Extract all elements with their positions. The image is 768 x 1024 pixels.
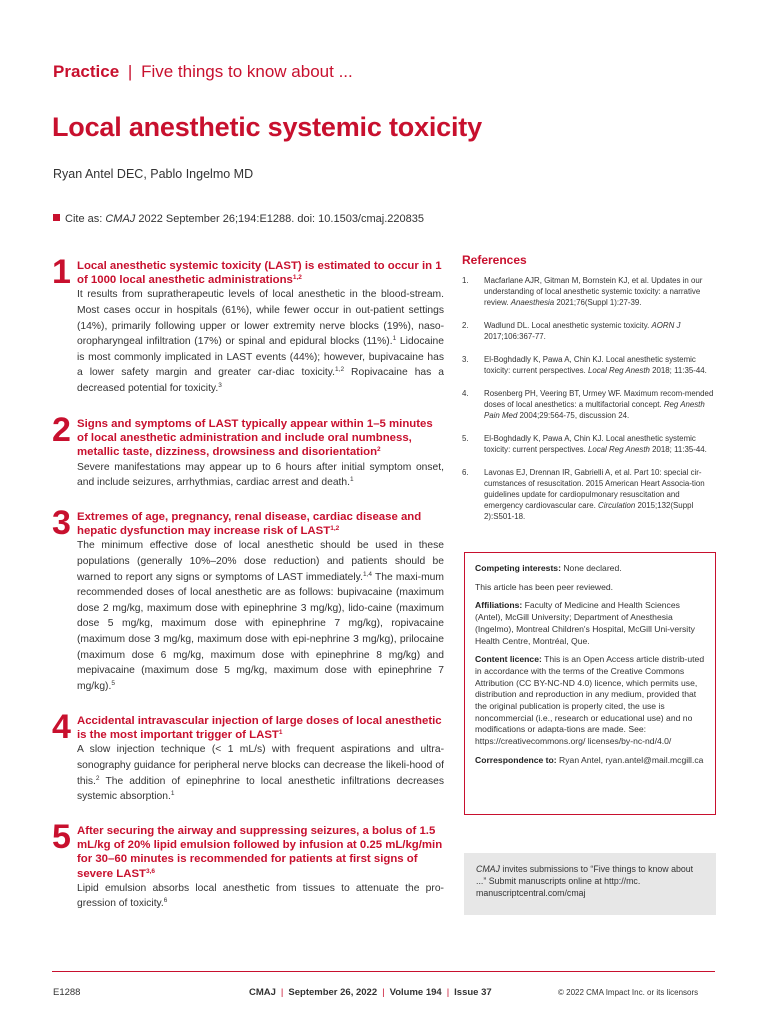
item-number: 2 xyxy=(52,411,71,449)
item-heading: Extremes of age, pregnancy, renal disease, cardiac disease and hepatic dysfunction may increase risk of LAST$^{1,2}$ xyxy=(77,511,422,538)
content-licence: Content licence: This is an Open Access article distrib-uted in accordance with the terms of the Creative Commons Attribution (CC BY-NC-ND 4.0) licence, which permits use, distribution and reproduction in any medium, provided that the original publication is properly cited, the use is noncommercial (i.e., research or educational use) and no modifications or adapta-tions are made. See: https://creativecommons.org/ licenses/by-nc-nd/4.0/ xyxy=(475,654,705,747)
correspondence: Correspondence to: Ryan Antel, ryan.antel@mail.mcgill.ca xyxy=(475,754,704,765)
item-body: The minimum effective dose of local anesthetic should be used in these populations (generally 10%–20% dose reduction) and patients should be warned to report any signs or symptoms of LAST immediately.$^{1,4}$ The maxi-mum recommended doses of local anesthetic are as follows: bupivacaine (maximum dose 2 mg/kg, maximum dose with epinephrine 3 mg/kg), lido-caine (maximum dose 5 mg/kg, maximum dose with epinephrine 7 mg/kg), ropivacaine (maximum dose 3 mg/kg, maximum dose with epi-nephrine 3 mg/kg), prilocaine (maximum dose 6 mg/kg, maximum dose with epinephrine 8 mg/kg) and mepivacaine (maximum dose 5 mg/kg, maximum dose with epinephrine 7 mg/kg).$^5$ xyxy=(77,540,444,692)
references xyxy=(462,253,718,534)
authors: Ryan Antel DEC, Pablo Ingelmo MD xyxy=(53,167,254,181)
section-label: Practice xyxy=(53,62,120,81)
affiliations: Affiliations: Faculty of Medicine and Health Sciences (Antel), McGill University; Department of Anesthesia (Ingelmo), Montreal Children's Hospital, McGill Uni-versity Health Centre, Montréal, Que. xyxy=(475,600,695,646)
citation-superscript: 1 xyxy=(392,335,397,343)
section-header xyxy=(53,62,353,82)
citation-superscript: 5 xyxy=(111,679,115,687)
reference-item: 6. Lavonas EJ, Drennan IR, Gabrielli A, et al. Part 10: special cir-cumstances of resuscitation. 2015 American Heart Associa-tion guidelines update for cardiopulmonary resuscitation and emergency cardiovascular care. Circulation 2015;132(Suppl 2):S501-18. xyxy=(462,468,705,521)
item-number: 3 xyxy=(52,504,71,542)
section-separator: | xyxy=(127,62,133,81)
reference-item: 2. Wadlund DL. Local anesthetic systemic toxicity. AORN J 2017;106:367-77. xyxy=(462,321,681,341)
footer-divider xyxy=(52,971,715,972)
item-number: 4 xyxy=(52,708,71,746)
competing-interests: Competing interests: None declared. xyxy=(475,563,622,573)
item-heading: Local anesthetic systemic toxicity (LAST) is estimated to occur in 1 of 1000 local anesthetic administrations$^{1,2}$ xyxy=(77,260,442,287)
item-3 xyxy=(52,504,444,694)
reference-item: 4. Rosenberg PH, Veering BT, Urmey WF. Maximum recom-mended doses of local anesthetics: a multifactorial concept. Reg Anesth Pain Med 2004;29:564-75, discussion 24. xyxy=(462,389,714,420)
item-1 xyxy=(52,253,444,397)
item-number: 1 xyxy=(52,253,71,291)
item-2 xyxy=(52,411,444,491)
citation-superscript: 2 xyxy=(95,774,100,782)
citation xyxy=(53,213,424,225)
footer-journal-info: CMAJ | September 26, 2022 | Volume 194 | Issue 37 xyxy=(249,987,492,998)
item-heading: After securing the airway and suppressing seizures, a bolus of 1.5 mL/kg of 20% lipid emulsion followed by infusion at 0.25 mL/kg/min for 30–60 minutes is recommended for patients at first signs of severe LAST$^{3,6}$ xyxy=(77,825,443,880)
citation-superscript: 1 xyxy=(170,790,175,798)
item-number: 5 xyxy=(52,818,71,856)
square-bullet-icon xyxy=(53,214,60,221)
page-number: E1288 xyxy=(53,987,81,998)
item-4 xyxy=(52,708,444,805)
reference-item: 1. Macfarlane AJR, Gitman M, Bornstein KJ, et al. Updates in our understanding of local anesthetic systemic toxicity: a narrative review. Anaesthesia 2021;76(Suppl 1):27-39. xyxy=(462,276,703,307)
citation-superscript: 1 xyxy=(350,476,354,484)
references-title: References xyxy=(462,253,527,267)
invite-journal: CMAJ xyxy=(476,864,500,874)
copyright: © 2022 CMA Impact Inc. or its licensors xyxy=(558,988,699,997)
citation-superscript: 1,2 xyxy=(335,366,345,374)
reference-item: 5. El-Boghdadly K, Pawa A, Chin KJ. Local anesthetic systemic toxicity: current perspectives. Local Reg Anesth 2018; 11:35-44. xyxy=(462,434,707,454)
cite-details: 2022 September 26;194:E1288. doi: 10.1503/cmaj.220835 xyxy=(135,213,424,225)
item-body: Severe manifestations may appear up to 6 hours after initial symptom onset, and include seizures, arrhythmias, cardiac arrest and death.$^1$ xyxy=(77,461,444,489)
peer-review-note: This article has been peer reviewed. xyxy=(475,581,614,592)
citation-superscript: 3 xyxy=(218,381,222,389)
item-body: Lipid emulsion absorbs local anesthetic from tissues to attenuate the pro-gression of toxicity.$^6$ xyxy=(77,882,444,910)
item-heading: Accidental intravascular injection of large doses of local anesthetic is the most important trigger of LAST$^1$ xyxy=(77,715,442,742)
article-title: Local anesthetic systemic toxicity xyxy=(52,112,482,142)
cite-prefix: Cite as: xyxy=(65,213,106,225)
article-info-box xyxy=(464,552,716,815)
item-5 xyxy=(52,818,444,912)
item-body: A slow injection technique (< 1 mL/s) with frequent aspirations and ultra-sonography guidance for peripheral nerve blocks can decrease the likeli-hood of this.$^2$ The addition of epinephrine to local anesthetic infiltrations decreases systemic absorption.$^1$ xyxy=(77,744,444,803)
cite-journal: CMAJ xyxy=(105,213,136,225)
citation-superscript: 1,4 xyxy=(362,570,372,578)
subsection-label: Five things to know about ... xyxy=(141,62,353,81)
item-body: It results from supratherapeutic levels of local anesthetic in the blood-stream. Most cases occur in hospitals (61%), while fewer occur in out-patient settings (14%), primarily following upper or lower extremity nerve blocks (19%), naso-oropharyngeal infiltration (17%) or spinal and epidural blocks (11%).$^1$ Lidocaine is most commonly implicated in LAST events (44%); however, bupivacaine has a lower safety margin and greater car-diac toxicity.$^{1,2}$ Ropivacaine has a decreased potential for toxicity.$^3$ xyxy=(77,289,444,394)
invite-text: invites submissions to “Five things to know about ...” Submit manuscripts online at http://mc. manuscriptcentral.com/cmaj xyxy=(476,864,694,898)
citation-superscript: 6 xyxy=(163,897,168,905)
reference-item: 3. El-Boghdadly K, Pawa A, Chin KJ. Local anesthetic systemic toxicity: current perspectives. Local Reg Anesth 2018; 11:35-44. xyxy=(462,355,707,375)
item-heading: Signs and symptoms of LAST typically appear within 1–5 minutes of local anesthetic administration and include oral numbness, metallic taste, dizziness, drowsiness and disorientation$^2$ xyxy=(77,418,433,459)
submission-invite xyxy=(464,853,716,915)
